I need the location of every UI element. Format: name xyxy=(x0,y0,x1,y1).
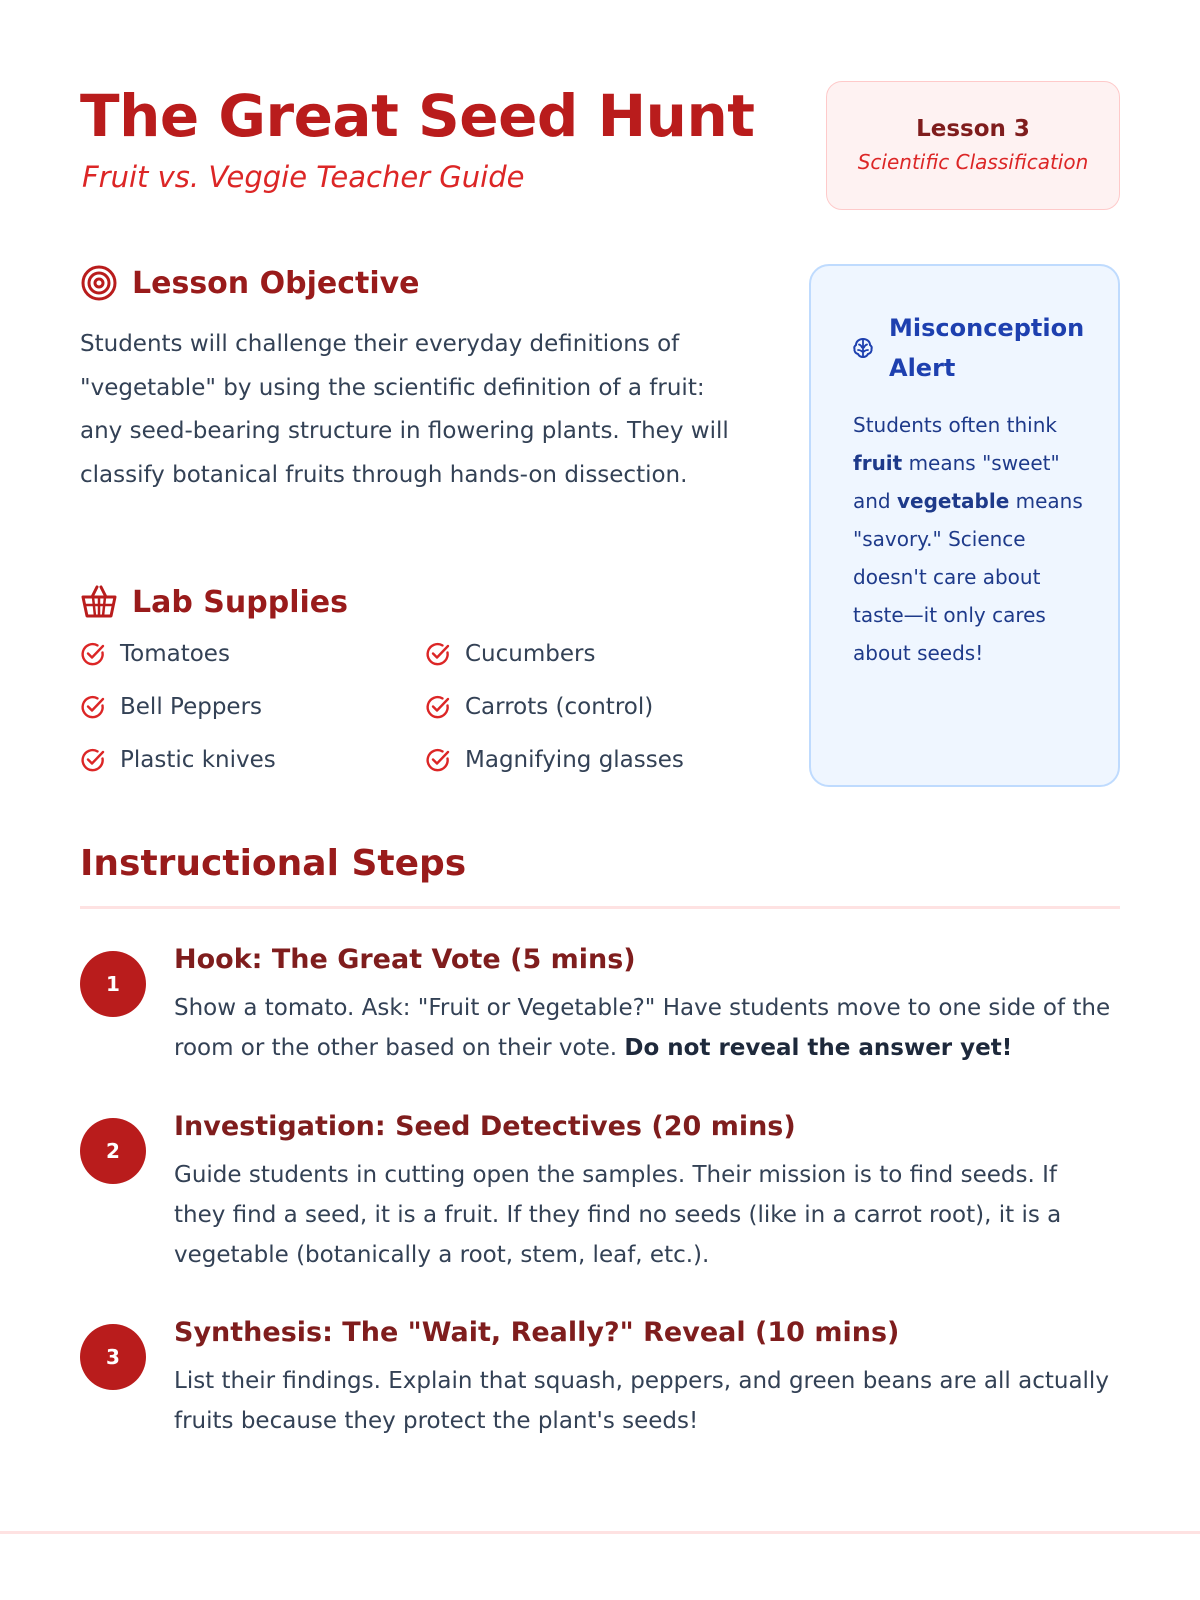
step-text xyxy=(174,1155,1114,1275)
supply-item xyxy=(80,689,425,725)
lesson-topic: Scientific Classification xyxy=(857,150,1089,174)
step-title: Synthesis: The "Wait, Really?" Reveal (10 mins) xyxy=(174,1317,900,1348)
lesson-number: Lesson 3 xyxy=(916,116,1030,142)
alert-text xyxy=(853,406,1093,672)
alert-title: Misconception Alert xyxy=(889,314,1085,382)
brain-icon xyxy=(851,336,875,360)
step-text xyxy=(174,1361,1114,1441)
supply-label: Tomatoes xyxy=(120,641,230,667)
check-circle-icon xyxy=(80,694,106,720)
basket-icon xyxy=(80,584,118,620)
page-subtitle: Fruit vs. Veggie Teacher Guide xyxy=(82,160,525,194)
step-title: Hook: The Great Vote (5 mins) xyxy=(174,944,636,975)
step-number-badge: 3 xyxy=(80,1324,146,1390)
step-title: Investigation: Seed Detectives (20 mins) xyxy=(174,1111,796,1142)
step-number-badge: 1 xyxy=(80,951,146,1017)
supply-label: Bell Peppers xyxy=(120,694,263,720)
target-icon xyxy=(80,264,118,302)
supplies-heading xyxy=(80,584,348,620)
page-title: The Great Seed Hunt xyxy=(80,82,755,150)
supply-label: Carrots (control) xyxy=(465,694,654,720)
steps-heading: Instructional Steps xyxy=(80,843,467,884)
supply-item xyxy=(425,636,760,672)
check-circle-icon xyxy=(425,747,451,773)
supply-item xyxy=(80,636,425,672)
supplies-heading-label: Lab Supplies xyxy=(132,584,348,620)
alert-term-fruit: fruit xyxy=(853,451,903,475)
check-circle-icon xyxy=(425,694,451,720)
supply-label: Cucumbers xyxy=(465,641,596,667)
step-text-body: List their findings. Explain that squash, peppers, and green beans are all actually fruits because they protect the plant's seeds! xyxy=(174,1368,1109,1434)
step-text xyxy=(174,988,1114,1068)
step-number-badge: 2 xyxy=(80,1118,146,1184)
supply-item xyxy=(425,742,760,778)
alert-term-vegetable: vegetable xyxy=(896,489,1010,513)
step-text-emphasis: Do not reveal the answer yet! xyxy=(624,1035,1013,1061)
check-circle-icon xyxy=(80,747,106,773)
supplies-list xyxy=(80,636,760,778)
objective-heading xyxy=(80,264,420,302)
objective-text: Students will challenge their everyday definitions of "vegetable" by using the scientific definition of a fruit: any seed-bearing structure in flowering plants. They will classify botanical fruits through hands-on dissection. xyxy=(80,331,729,488)
step-text-body: Show a tomato. Ask: "Fruit or Vegetable?" Have students move to one side of the room or the other based on their vote. xyxy=(174,995,1111,1061)
supply-item xyxy=(80,742,425,778)
lesson-badge xyxy=(826,81,1120,210)
objective-heading-label: Lesson Objective xyxy=(132,265,420,301)
alert-heading xyxy=(851,308,1085,388)
check-circle-icon xyxy=(80,641,106,667)
alert-text-part: means "sweet" and xyxy=(853,451,1060,513)
footer-divider xyxy=(0,1531,1200,1534)
check-circle-icon xyxy=(425,641,451,667)
divider xyxy=(80,906,1120,909)
step-text-body: Guide students in cutting open the samples. Their mission is to find seeds. If they find a seed, it is a fruit. If they find no seeds (like in a carrot root), it is a vegetable (botanically a root, stem, leaf, etc.). xyxy=(174,1162,1062,1268)
supply-item xyxy=(425,689,760,725)
supply-label: Plastic knives xyxy=(120,747,276,773)
alert-text-part: means "savory." Science doesn't care about taste—it only cares about seeds! xyxy=(853,489,1083,665)
supply-label: Magnifying glasses xyxy=(465,747,684,773)
misconception-alert-card xyxy=(809,264,1120,787)
alert-text-part: Students often think xyxy=(853,413,1057,437)
